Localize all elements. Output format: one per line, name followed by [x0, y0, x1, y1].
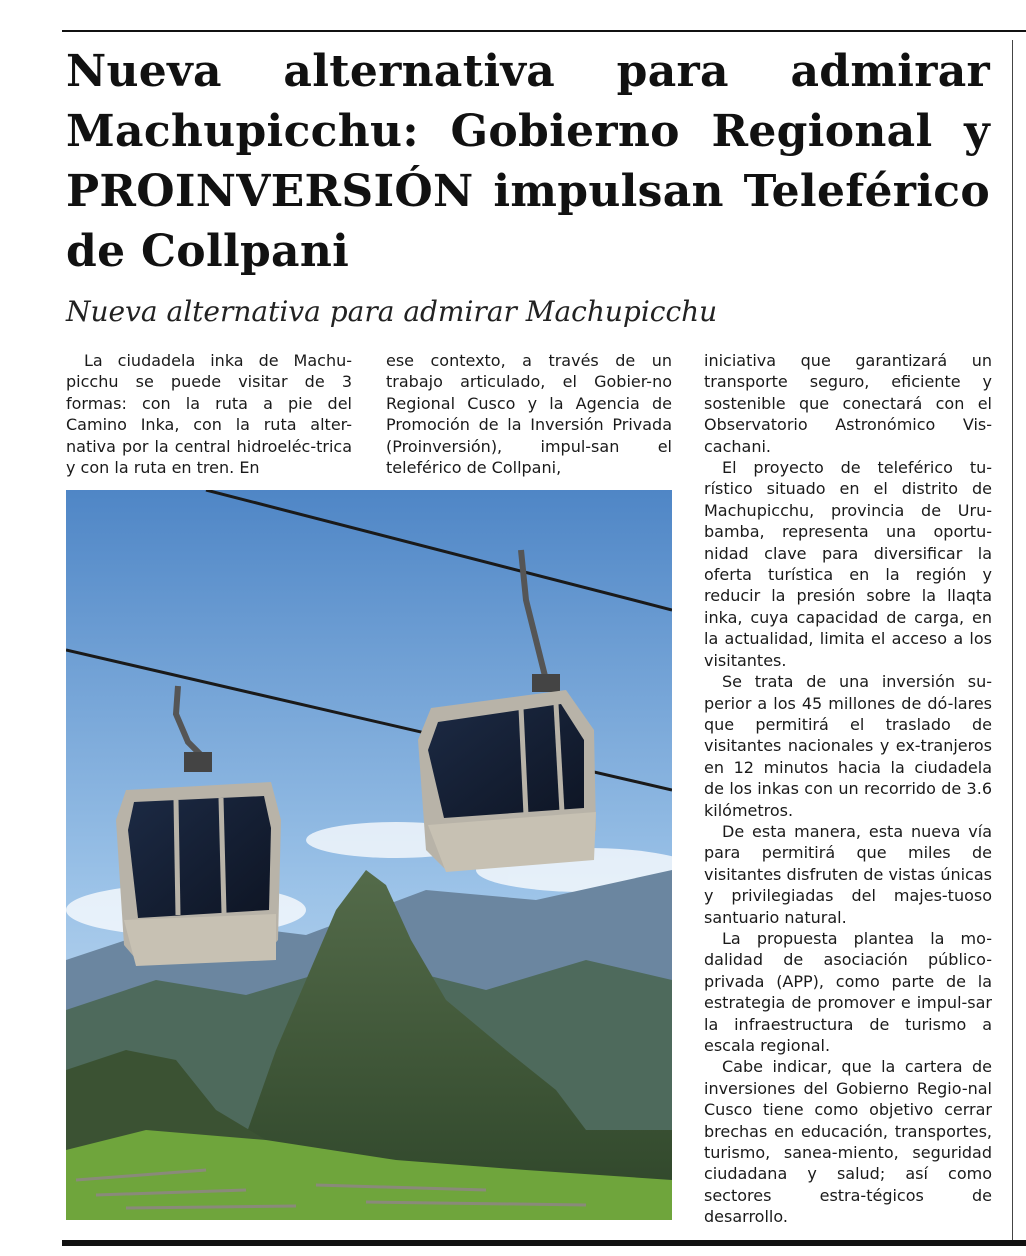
paragraph: Se trata de una inversión su-perior a los 45 millones de dó-lares que permitirá el traslado de visitantes nacionales y ex-tranjeros en 12 minutos hacia la ciudadela de los inkas con un recorrido de 3.6 kilómetros.	[704, 672, 992, 820]
bottom-rule	[62, 1240, 1026, 1246]
article-column-3	[704, 350, 992, 1228]
paragraph: ese contexto, a través de un trabajo articulado, el Gobier-no Regional Cusco y la Agencia de Promoción de la Inversión Privada (Proinversión), impul-san el teleférico de Collpani,	[386, 351, 672, 478]
top-rule	[62, 30, 1026, 32]
paragraph: Cabe indicar, que la cartera de inversiones del Gobierno Regio-nal Cusco tiene como objetivo cerrar brechas en educación, transportes, turismo, sanea-miento, seguridad ciudadana y salud; así como sectores estra-tégicos de desarrollo.	[704, 1057, 992, 1227]
paragraph: El proyecto de teleférico tu-rístico situado en el distrito de Machupicchu, provincia de Uru-bamba, representa una oportu-nidad clave para diversificar la oferta turística en la región y reducir la presión sobre la llaqta inka, cuya capacidad de carga, en la actualidad, limita el acceso a los visitantes.	[704, 458, 992, 670]
paragraph: La propuesta plantea la mo-dalidad de asociación público-privada (APP), como parte de la estrategia de promover e impul-sar la infraestructura de turismo a escala regional.	[704, 928, 992, 1055]
article-column-1	[66, 350, 352, 478]
paragraph: De esta manera, esta nueva vía para permitirá que miles de visitantes disfruten de vistas únicas y privilegiadas del majes-tuoso santuario natural.	[704, 821, 992, 927]
cable-car-photo	[66, 490, 672, 1220]
column-rule	[1012, 40, 1013, 1240]
paragraph: iniciativa que garantizará un transporte seguro, eficiente y sostenible que conectará con el Observatorio Astronómico Vis-cachani.	[704, 351, 992, 456]
paragraph: La ciudadela inka de Machu-picchu se puede visitar de 3 formas: con la ruta a pie del Camino Inka, con la ruta alter-nativa por la central hidroeléc-trica y con la ruta en tren. En	[66, 351, 352, 478]
headline: Nueva alternativa para admirar Machupicchu: Gobierno Regional y PROINVERSIÓN impulsan Teleférico de Collpani	[66, 46, 990, 277]
cable-car-illustration	[66, 490, 672, 1220]
subtitle: Nueva alternativa para admirar Machupicchu	[66, 295, 718, 328]
article-column-2	[386, 350, 672, 478]
